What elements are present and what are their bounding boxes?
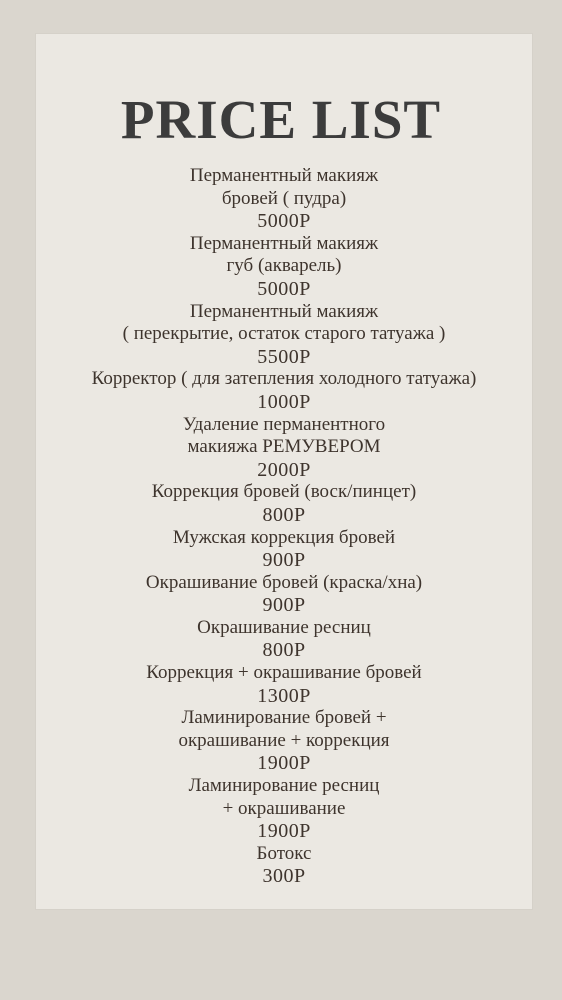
service-name-line: Коррекция бровей (воск/пинцет): [151, 481, 417, 503]
service-price: 1300Р: [257, 684, 311, 707]
service-name-line: ( перекрытие, остаток старого татуажа ): [122, 323, 446, 345]
service-price: 900Р: [262, 549, 306, 572]
price-item: [36, 617, 532, 662]
service-name-line: Окрашивание ресниц: [197, 616, 371, 638]
price-item: [36, 301, 532, 369]
service-price: 300Р: [262, 865, 306, 888]
price-item: [36, 233, 532, 301]
price-item: [36, 368, 532, 413]
service-name-line: макияжа РЕМУВЕРОМ: [187, 436, 381, 458]
price-item: [36, 662, 532, 707]
price-item: [36, 707, 532, 775]
service-price: 5500Р: [257, 345, 311, 368]
service-name-line: + окрашивание: [222, 797, 346, 819]
service-price: 5000Р: [257, 277, 311, 300]
page-title: PRICE LIST: [120, 89, 442, 150]
service-price: 800Р: [262, 639, 306, 662]
price-item: [36, 572, 532, 617]
service-name-line: Ботокс: [256, 842, 312, 864]
service-name-line: губ (акварель): [226, 255, 342, 277]
service-price: 5000Р: [257, 210, 311, 233]
price-item: [36, 527, 532, 572]
price-item: [36, 775, 532, 843]
service-name-line: Коррекция + окрашивание бровей: [146, 662, 422, 684]
price-list: [36, 165, 532, 888]
price-item: [36, 843, 532, 888]
service-name-line: Перманентный макияж: [189, 232, 379, 254]
service-price: 900Р: [262, 594, 306, 617]
service-name-line: Ламинирование бровей +: [181, 707, 387, 729]
service-name-line: Мужская коррекция бровей: [172, 526, 396, 548]
price-item: [36, 165, 532, 233]
service-name-line: Ламинирование ресниц: [188, 775, 380, 797]
service-price: 2000Р: [257, 458, 311, 481]
service-name-line: Удаление перманентного: [182, 413, 386, 435]
service-name-line: Окрашивание бровей (краска/хна): [145, 571, 423, 593]
service-price: 1000Р: [257, 390, 311, 413]
service-name-line: окрашивание + коррекция: [178, 729, 390, 751]
service-name-line: бровей ( пудра): [221, 187, 347, 209]
service-name-line: Корректор ( для затепления холодного татуажа): [91, 368, 477, 390]
service-name-line: Перманентный макияж: [189, 165, 379, 186]
service-name-line: Перманентный макияж: [189, 300, 379, 322]
service-price: 1900Р: [257, 752, 311, 775]
price-item: [36, 481, 532, 526]
price-item: [36, 414, 532, 482]
service-price: 800Р: [262, 503, 306, 526]
service-price: 1900Р: [257, 820, 311, 843]
